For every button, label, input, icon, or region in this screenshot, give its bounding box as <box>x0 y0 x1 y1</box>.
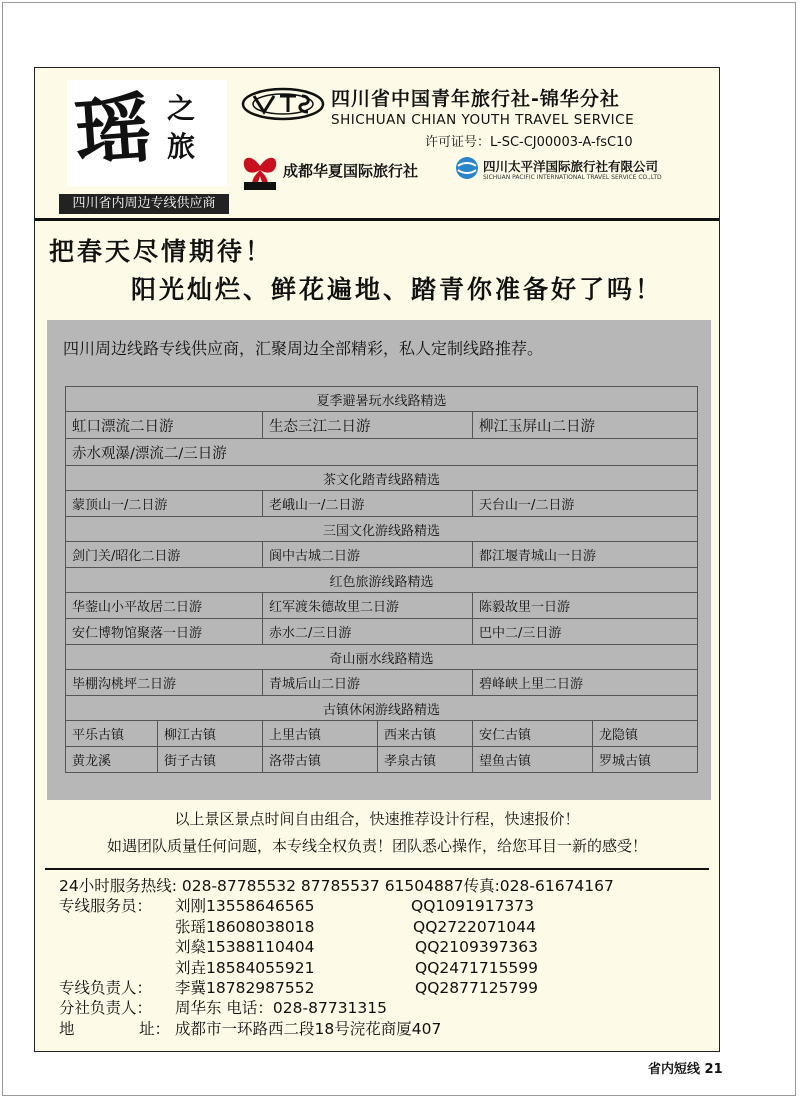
hotline-text: 24小时服务热线: 028-87785532 87785537 61504887传真:028-61674167 <box>59 877 614 895</box>
route-cell: 巴中二/三日游 <box>473 619 698 645</box>
branch-row <box>59 998 719 1018</box>
table-row <box>66 568 698 593</box>
logo-sub-char-1: 之 <box>167 92 196 125</box>
staff-qq: QQ2722071044 <box>413 917 537 936</box>
section-title: 奇山丽水线路精选 <box>66 645 698 670</box>
headline-line-1: 把春天尽情期待！ <box>49 237 274 266</box>
route-cell: 西来古镇 <box>378 721 473 747</box>
address-row <box>59 1019 719 1039</box>
route-cell: 生态三江二日游 <box>263 412 473 439</box>
manager-row <box>59 978 719 998</box>
table-row <box>66 645 698 670</box>
routes-table <box>65 386 698 773</box>
route-cell: 蒙顶山一/二日游 <box>66 491 263 517</box>
agency-youth-travel-english: SHICHUAN CHIAN YOUTH TRAVEL SERVICE <box>331 112 635 128</box>
promo-note-1: 以上景区景点时间自由组合，快速推荐设计行程，快速报价！ <box>174 810 580 828</box>
agency-pacific-name: 四川太平洋国际旅行社有限公司 <box>483 159 659 174</box>
routes-panel <box>47 320 711 800</box>
route-cell: 洛带古镇 <box>263 747 378 773</box>
route-cell: 柳江古镇 <box>158 721 263 747</box>
address-label-1: 地 <box>59 1019 75 1038</box>
staff-name: 刘刚13558646565 <box>175 897 315 916</box>
route-cell: 毕棚沟桃坪二日游 <box>66 670 263 696</box>
manager-label: 专线负责人： <box>59 978 153 997</box>
hotline-row <box>59 876 719 896</box>
staff-qq: QQ2471715599 <box>415 958 539 977</box>
table-row <box>66 670 698 696</box>
route-cell: 孝泉古镇 <box>378 747 473 773</box>
table-row <box>66 466 698 491</box>
route-cell: 阆中古城二日游 <box>263 542 473 568</box>
contact-block <box>59 876 719 1039</box>
staff-row <box>59 896 719 916</box>
branch-label: 分社负责人： <box>59 999 153 1018</box>
agency-pacific-english: SICHUAN PACIFIC INTERNATIONAL TRAVEL SERVICE CO.,LTD <box>483 174 662 181</box>
route-cell: 青城后山二日游 <box>263 670 473 696</box>
table-row <box>66 517 698 542</box>
manager-qq: QQ2877125799 <box>415 978 539 997</box>
table-row <box>66 542 698 568</box>
youth-travel-logo-icon <box>240 86 326 122</box>
table-row <box>66 439 698 466</box>
section-title: 红色旅游线路精选 <box>66 568 698 593</box>
table-row <box>66 593 698 619</box>
header-divider <box>35 218 719 221</box>
route-cell: 老峨山一/二日游 <box>263 491 473 517</box>
globe-logo-icon <box>455 156 479 180</box>
staff-name: 刘燊15388110404 <box>175 938 315 957</box>
flyer-page <box>34 67 720 1052</box>
staff-row <box>59 917 719 937</box>
table-row <box>66 721 698 747</box>
staff-label: 专线服务员： <box>59 897 153 916</box>
route-cell: 虹口漂流二日游 <box>66 412 263 439</box>
route-cell: 都江堰青城山一日游 <box>473 542 698 568</box>
route-cell: 街子古镇 <box>158 747 263 773</box>
agency-huaxia-name: 成都华夏国际旅行社 <box>283 162 419 180</box>
route-cell: 罗城古镇 <box>593 747 698 773</box>
promo-note-2: 如遇团队质量任何问题，本专线全权负责！团队悉心操作，给您耳目一新的感受！ <box>106 837 647 855</box>
table-row <box>66 619 698 645</box>
address-text: 成都市一环路西二段18号浣花商厦407 <box>175 1019 442 1038</box>
staff-row <box>59 937 719 957</box>
route-cell: 红军渡朱德故里二日游 <box>263 593 473 619</box>
route-cell: 龙隐镇 <box>593 721 698 747</box>
section-title: 茶文化踏青线路精选 <box>66 466 698 491</box>
section-title: 古镇休闲游线路精选 <box>66 696 698 721</box>
brand-tagline: 四川省内周边专线供应商 <box>59 194 229 214</box>
table-row <box>66 387 698 412</box>
branch-contact: 周华东 电话：028-87731315 <box>175 999 387 1018</box>
route-cell: 剑门关/昭化二日游 <box>66 542 263 568</box>
route-cell: 上里古镇 <box>263 721 378 747</box>
page-footer: 省内短线 21 <box>648 1062 723 1077</box>
logo-main-char: 瑶 <box>71 83 154 178</box>
license-number: 许可证号：L-SC-CJ00003-A-fsC10 <box>425 135 633 150</box>
route-cell: 柳江玉屏山二日游 <box>473 412 698 439</box>
staff-name: 刘垚18584055921 <box>175 958 315 977</box>
manager-name: 李冀18782987552 <box>175 978 315 997</box>
agency-youth-travel-name: 四川省中国青年旅行社-锦华分社 <box>331 88 620 110</box>
brand-logo <box>67 80 227 186</box>
headline-line-2: 阳光灿烂、鲜花遍地、踏青你准备好了吗！ <box>131 275 664 304</box>
route-cell: 赤水观瀑/漂流二/三日游 <box>66 439 698 466</box>
route-cell: 安仁古镇 <box>473 721 593 747</box>
butterfly-logo-icon <box>240 152 280 190</box>
route-cell: 安仁博物馆聚落一日游 <box>66 619 263 645</box>
route-cell: 陈毅故里一日游 <box>473 593 698 619</box>
route-cell: 赤水二/三日游 <box>263 619 473 645</box>
contact-divider <box>45 868 709 870</box>
route-cell: 华蓥山小平故居二日游 <box>66 593 263 619</box>
staff-qq: QQ1091917373 <box>411 897 535 916</box>
section-title: 夏季避暑玩水线路精选 <box>66 387 698 412</box>
route-cell: 望鱼古镇 <box>473 747 593 773</box>
route-cell: 黄龙溪 <box>66 747 158 773</box>
route-cell: 平乐古镇 <box>66 721 158 747</box>
route-cell: 天台山一/二日游 <box>473 491 698 517</box>
staff-qq: QQ2109397363 <box>415 938 539 957</box>
staff-row <box>59 958 719 978</box>
table-row <box>66 747 698 773</box>
address-label-2: 址： <box>139 1019 171 1038</box>
route-cell: 碧峰峡上里二日游 <box>473 670 698 696</box>
table-row <box>66 696 698 721</box>
intro-text: 四川周边线路专线供应商，汇聚周边全部精彩，私人定制线路推荐。 <box>63 339 544 358</box>
logo-sub-char-2: 旅 <box>167 130 196 163</box>
staff-name: 张瑶18608038018 <box>175 917 315 936</box>
table-row <box>66 491 698 517</box>
table-row <box>66 412 698 439</box>
section-title: 三国文化游线路精选 <box>66 517 698 542</box>
